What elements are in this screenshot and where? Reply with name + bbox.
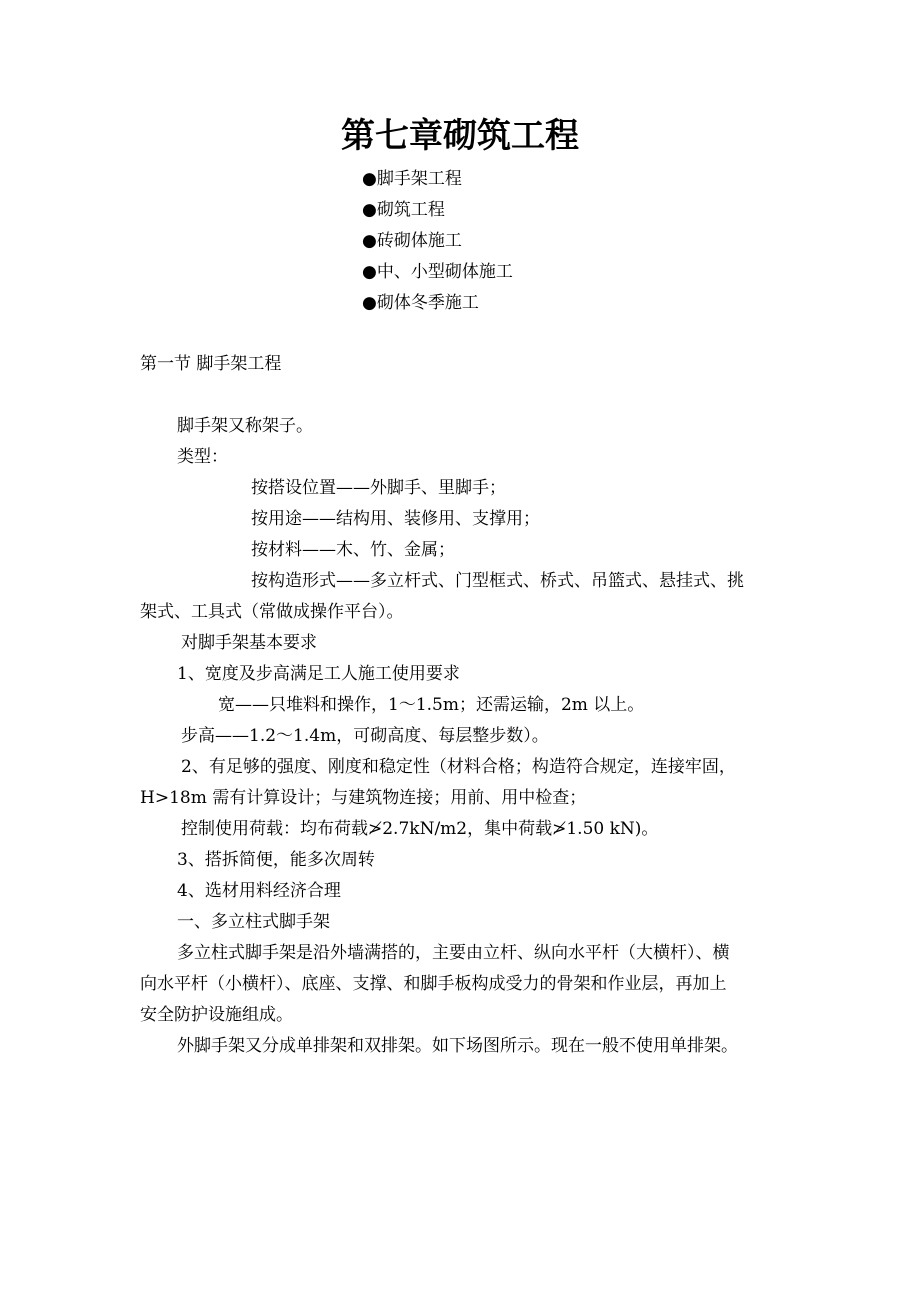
requirement-1-width: 宽——只堆料和操作，1～1.5m；还需运输，2m 以上。 bbox=[218, 695, 645, 715]
types-label: 类型： bbox=[177, 447, 228, 467]
requirement-2-load: 控制使用荷载：均布荷载≯2.7kN/m2，集中荷载≯1.50 kN)。 bbox=[181, 819, 659, 839]
paragraph-line: 安全防护设施组成。 bbox=[140, 1005, 293, 1025]
paragraph-line: 多立柱式脚手架是沿外墙满搭的，主要由立杆、纵向水平杆（大横杆）、横 bbox=[177, 943, 730, 963]
section-heading: 第一节 脚手架工程 bbox=[140, 354, 282, 374]
chapter-outline bbox=[362, 164, 513, 319]
outline-item: ●砌筑工程 bbox=[362, 200, 445, 220]
definition-line: 脚手架又称架子。 bbox=[177, 416, 313, 436]
type-by-structure-cont: 架式、工具式（常做成操作平台）。 bbox=[140, 602, 404, 622]
requirements-heading: 对脚手架基本要求 bbox=[181, 633, 317, 653]
type-by-structure: 按构造形式——多立杆式、门型框式、桥式、吊篮式、悬挂式、挑 bbox=[251, 571, 744, 591]
requirement-1: 1、宽度及步高满足工人施工使用要求 bbox=[177, 664, 460, 684]
page-title: 第七章砌筑工程 bbox=[341, 116, 579, 156]
requirement-4: 4、选材用料经济合理 bbox=[177, 881, 341, 901]
type-by-material: 按材料——木、竹、金属； bbox=[251, 540, 455, 560]
type-by-use: 按用途——结构用、装修用、支撑用； bbox=[251, 509, 540, 529]
outline-item: ●脚手架工程 bbox=[362, 169, 462, 189]
subsection-heading: 一、多立柱式脚手架 bbox=[177, 912, 330, 932]
requirement-1-step: 步高——1.2～1.4m，可砌高度、每层整步数）。 bbox=[181, 726, 549, 746]
requirement-2-cont: H>18m 需有计算设计；与建筑物连接；用前、用中检查； bbox=[140, 788, 587, 808]
paragraph-line: 外脚手架又分成单排架和双排架。如下场图所示。现在一般不使用单排架。 bbox=[177, 1036, 738, 1056]
paragraph-line: 向水平杆（小横杆）、底座、支撑、和脚手板构成受力的骨架和作业层，再加上 bbox=[140, 974, 727, 994]
outline-item: ●砖砌体施工 bbox=[362, 231, 462, 251]
type-by-position: 按搭设位置——外脚手、里脚手； bbox=[251, 478, 506, 498]
outline-item: ●中、小型砌体施工 bbox=[362, 262, 513, 282]
requirement-2: 2、有足够的强度、刚度和稳定性（材料合格；构造符合规定，连接牢固， bbox=[181, 757, 736, 777]
outline-item: ●砌体冬季施工 bbox=[362, 293, 479, 313]
requirement-3: 3、搭拆简便，能多次周转 bbox=[177, 850, 375, 870]
